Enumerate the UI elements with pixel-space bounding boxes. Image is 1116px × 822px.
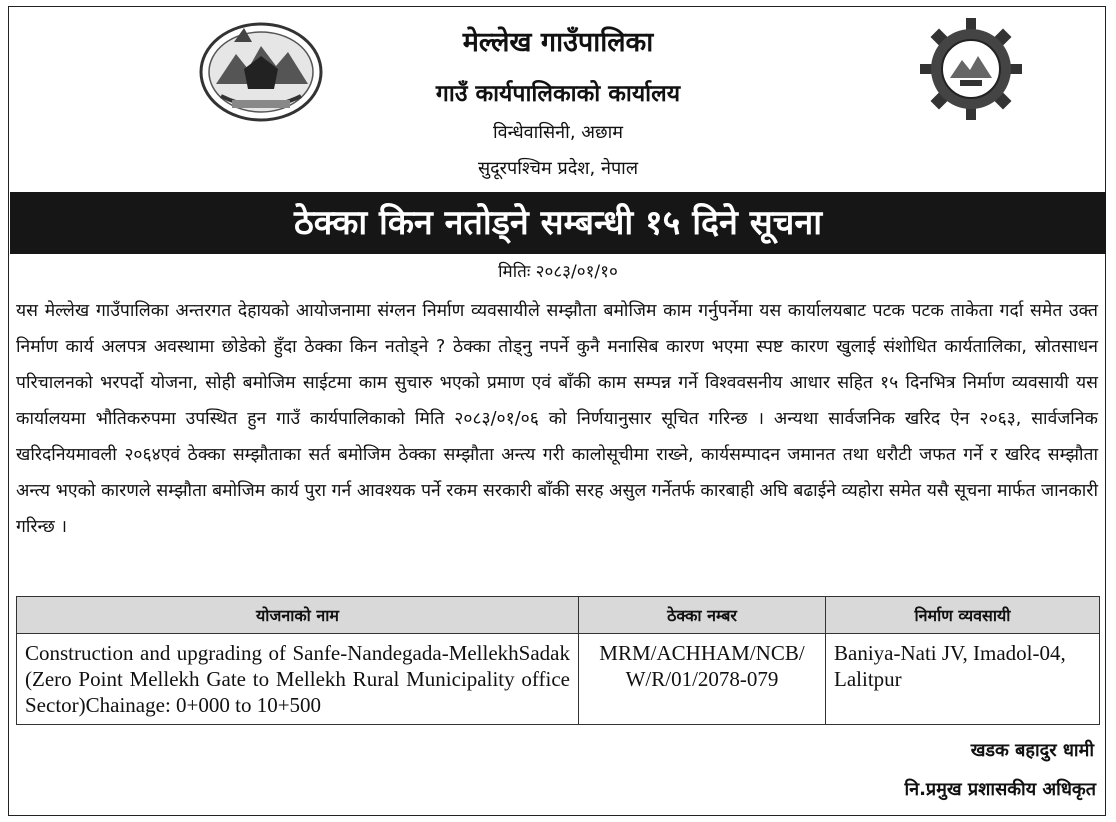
province-name: सुदूरपश्चिम प्रदेश, नेपाल <box>477 158 639 179</box>
notice-title: ठेक्का किन नतोड्ने सम्बन्धी १५ दिने सूचना <box>10 192 1106 254</box>
signatory-name: खडक बहादुर धामी <box>970 740 1094 761</box>
contract-number-cell: MRM/ACHHAM/NCB/ W/R/01/2078-079 <box>579 634 826 725</box>
contract-table <box>16 596 1100 725</box>
office-name: गाउँ कार्यपालिकाको कार्यालय <box>435 81 681 107</box>
table-row <box>17 634 1100 725</box>
column-header-contractor: निर्माण व्यवसायी <box>826 597 1100 634</box>
column-header-contract-no: ठेक्का नम्बर <box>579 597 826 634</box>
project-name-cell: Construction and upgrading of Sanfe-Nandegada-MellekhSadak (Zero Point Mellekh Gate to Mellekh Rural Municipality office Sector)Chainage: 0+000 to 10+500 <box>17 634 579 725</box>
notice-date: मितिः २०८३/०१/१० <box>498 262 618 282</box>
column-header-project: योजनाको नाम <box>17 597 579 634</box>
office-address: विन्धेवासिनी, अछाम <box>492 122 624 143</box>
table-header-row <box>17 597 1100 634</box>
signatory-title: नि.प्रमुख प्रशासकीय अधिकृत <box>904 779 1096 800</box>
contractor-cell: Baniya-Nati JV, Imadol-04, Lalitpur <box>826 634 1100 725</box>
notice-body: यस मेल्लेख गाउँपालिका अन्तरगत देहायको आयोजनामा संग्लन निर्माण व्यवसायीले सम्झौता बमोजिम काम गर्नुपर्नेमा यस कार्यालयबाट पटक पटक ताकेता गर्दा समेत उक्त निर्माण कार्य अलपत्र अवस्थामा छोडेको हुँदा ठेक्का किन नतोड्ने ? ठेक्का तोड्नु नपर्ने कुनै मनासिब कारण भएमा स्पष्ट कारण खुलाई संशोधित कार्यतालिका, स्रोतसाधन परिचालनको भरपर्दो योजना, सोही बमोजिम साईटमा काम सुचारु भएको प्रमाण एवं बाँकी काम सम्पन्न गर्ने विश्ववसनीय आधार सहित १५ दिनभित्र निर्माण व्यवसायी यस कार्यालयमा भौतिकरुपमा उपस्थित हुन गाउँ कार्यपालिकाको मिति २०८३/०१/०६ को निर्णयानुसार सूचित गरिन्छ । अन्यथा सार्वजनिक खरिद ऐन २०६३, सार्वजनिक खरिदनियमावली २०६४एवं ठेक्का सम्झौताका सर्त बमोजिम ठेक्का सम्झौता अन्त्य गरी कालोसूचीमा राख्ने, कार्यसम्पादन जमानत तथा धरौटी जफत गर्ने र खरिद सम्झौता अन्त्य भएको कारणले सम्झौता बमोजिम कार्य पुरा गर्न आवश्यक पर्ने रकम सरकारी बाँकी सरह असुल गर्नेतर्फ कारबाही अघि बढाईने व्यहोरा समेत यसै सूचना मार्फत जानकारी गरिन्छ । <box>16 301 1098 537</box>
municipality-name: मेल्लेख गाउँपालिका <box>462 27 654 58</box>
